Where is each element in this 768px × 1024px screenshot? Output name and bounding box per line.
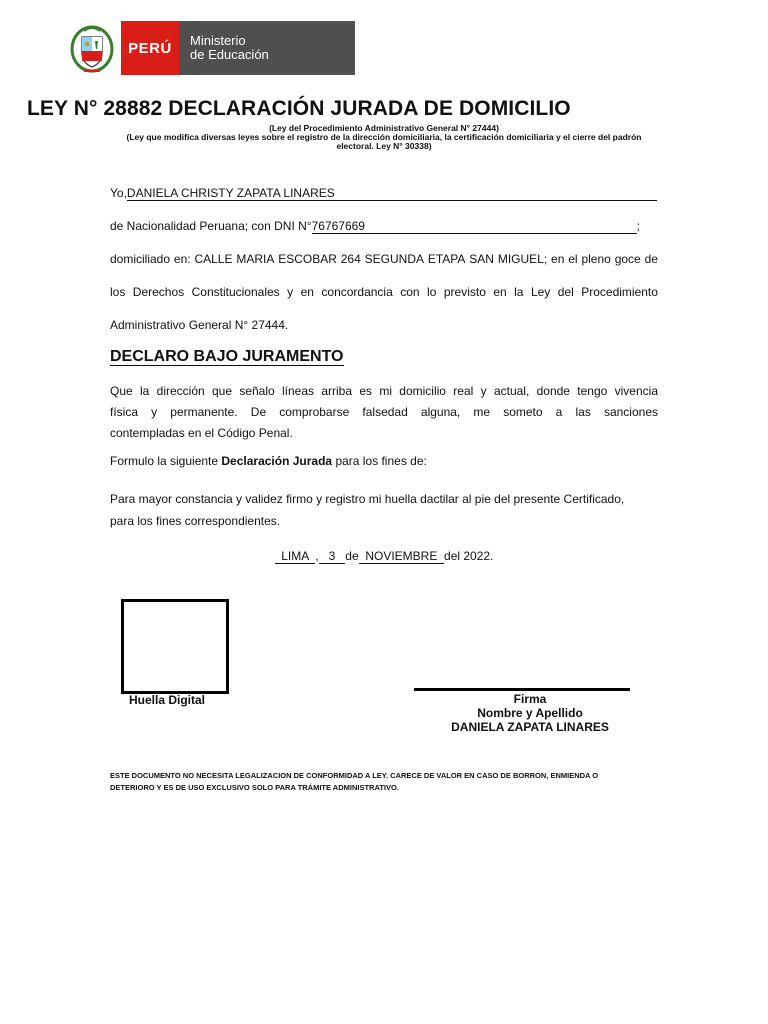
paragraph-1-line-3: contempladas en el Código Penal. (110, 426, 293, 440)
paragraph-2-line-1: Para mayor constancia y validez firmo y registro mi huella dactilar al pie del presente Certificado, (110, 492, 625, 506)
fingerprint-label: Huella Digital (129, 693, 206, 707)
der-line-word: en (300, 285, 314, 299)
ministry-brand-box (179, 21, 355, 75)
declaration-heading: DECLARO BAJO JURAMENTO (110, 348, 344, 365)
date-day: 3 (318, 549, 346, 563)
dom-line-word: el (568, 252, 578, 266)
footer-note-line-1: ESTE DOCUMENTO NO NECESITA LEGALIZACION DE CONFORMIDAD A LEY. CARECE DE VALOR EN CASO DE BORRON, ENMIENDA O (110, 771, 599, 780)
dom-line-word: SEGUNDA (364, 252, 424, 266)
dom-line-word: MARIA (236, 252, 275, 266)
dni-line (110, 219, 640, 234)
dom-line-word: ESCOBAR (278, 252, 337, 266)
der-line-word: los (110, 285, 126, 299)
name-line (110, 186, 657, 201)
date-line (0, 549, 768, 564)
fingerprint-box (121, 599, 229, 694)
der-line-word: en (493, 285, 507, 299)
paragraph-1-line-2: física y permanente. De comprobarse falsedad alguna, me someto a las sanciones (110, 405, 658, 419)
name-surname-label: Nombre y Apellido (477, 706, 583, 720)
dom-line-word: SAN (469, 252, 494, 266)
paragraph-2-line-2: para los fines correspondientes. (110, 514, 281, 528)
date-city: LIMA (274, 549, 316, 563)
dom-line-word: en (551, 252, 565, 266)
footer-note-line-2: DETERIORO Y ES DE USO EXCLUSIVO SOLO PARA TRÁMITE ADMINISTRATIVO. (110, 783, 399, 792)
formulo-bold: Declaración Jurada (221, 454, 333, 468)
date-month: NOVIEMBRE (358, 549, 445, 563)
peru-brand-box (121, 21, 179, 75)
dni-field: 76767669 (312, 219, 637, 234)
formulo-line (110, 454, 427, 468)
dom-line-word: CALLE (194, 252, 233, 266)
rights-line (110, 285, 658, 299)
dom-line-word: 264 (340, 252, 361, 266)
der-line-word: Ley (530, 285, 551, 299)
signature-line (414, 688, 630, 691)
signer-name: DANIELA ZAPATA LINARES (451, 720, 609, 734)
der-line-word: del (557, 285, 574, 299)
subtitle-1: (Ley del Procedimiento Administrativo General N° 27444) (269, 123, 499, 133)
yo-prefix: Yo, (110, 186, 127, 200)
document-title: LEY N° 28882 DECLARACIÓN JURADA DE DOMICILIO (27, 97, 571, 120)
dom-line-word: domiciliado (110, 252, 171, 266)
date-year: del 2022. (444, 549, 494, 563)
dni-prefix: de Nacionalidad Peruana; con DNI N° (110, 219, 312, 233)
signature-label: Firma (513, 692, 547, 706)
dom-line-word: ETAPA (427, 252, 466, 266)
date-sep: , (315, 549, 319, 563)
dom-line-word: MIGUEL; (497, 252, 548, 266)
date-de: de (345, 549, 359, 563)
formulo-suffix: para los fines de: (332, 454, 427, 468)
full-name-field: DANIELA CHRISTY ZAPATA LINARES (127, 186, 657, 201)
der-line-word: concordancia (321, 285, 393, 299)
der-line-word: previsto (443, 285, 486, 299)
ministry-line-1: Ministerio (190, 33, 246, 48)
dom-line-word: en: (173, 252, 191, 266)
subtitle-3: electoral. Ley N° 30338) (336, 141, 432, 151)
admin-law-line: Administrativo General N° 27444. (110, 318, 289, 332)
dom-line-word: pleno (581, 252, 611, 266)
ministry-line-2: de Educación (190, 47, 269, 62)
der-line-word: Derechos (132, 285, 185, 299)
der-line-word: con (400, 285, 420, 299)
paragraph-1-line-1: Que la dirección que señalo líneas arriba es mi domicilio real y actual, donde tengo vivencia (110, 384, 658, 398)
peru-coat-of-arms-icon (70, 23, 114, 75)
der-line-word: Constitucionales (191, 285, 280, 299)
der-line-word: lo (427, 285, 437, 299)
dni-suffix: ; (636, 219, 640, 233)
dom-line-word: de (644, 252, 658, 266)
peru-label: PERÚ (128, 39, 172, 57)
der-line-word: Procedimiento (581, 285, 658, 299)
domicile-line (110, 252, 658, 266)
dom-line-word: goce (614, 252, 641, 266)
der-line-word: y (287, 285, 294, 299)
subtitle-2: (Ley que modifica diversas leyes sobre el registro de la dirección domiciliaria, la certificación domiciliaria y el cierre del padrón (126, 132, 642, 142)
formulo-prefix: Formulo la siguiente (110, 454, 222, 468)
der-line-word: la (514, 285, 524, 299)
